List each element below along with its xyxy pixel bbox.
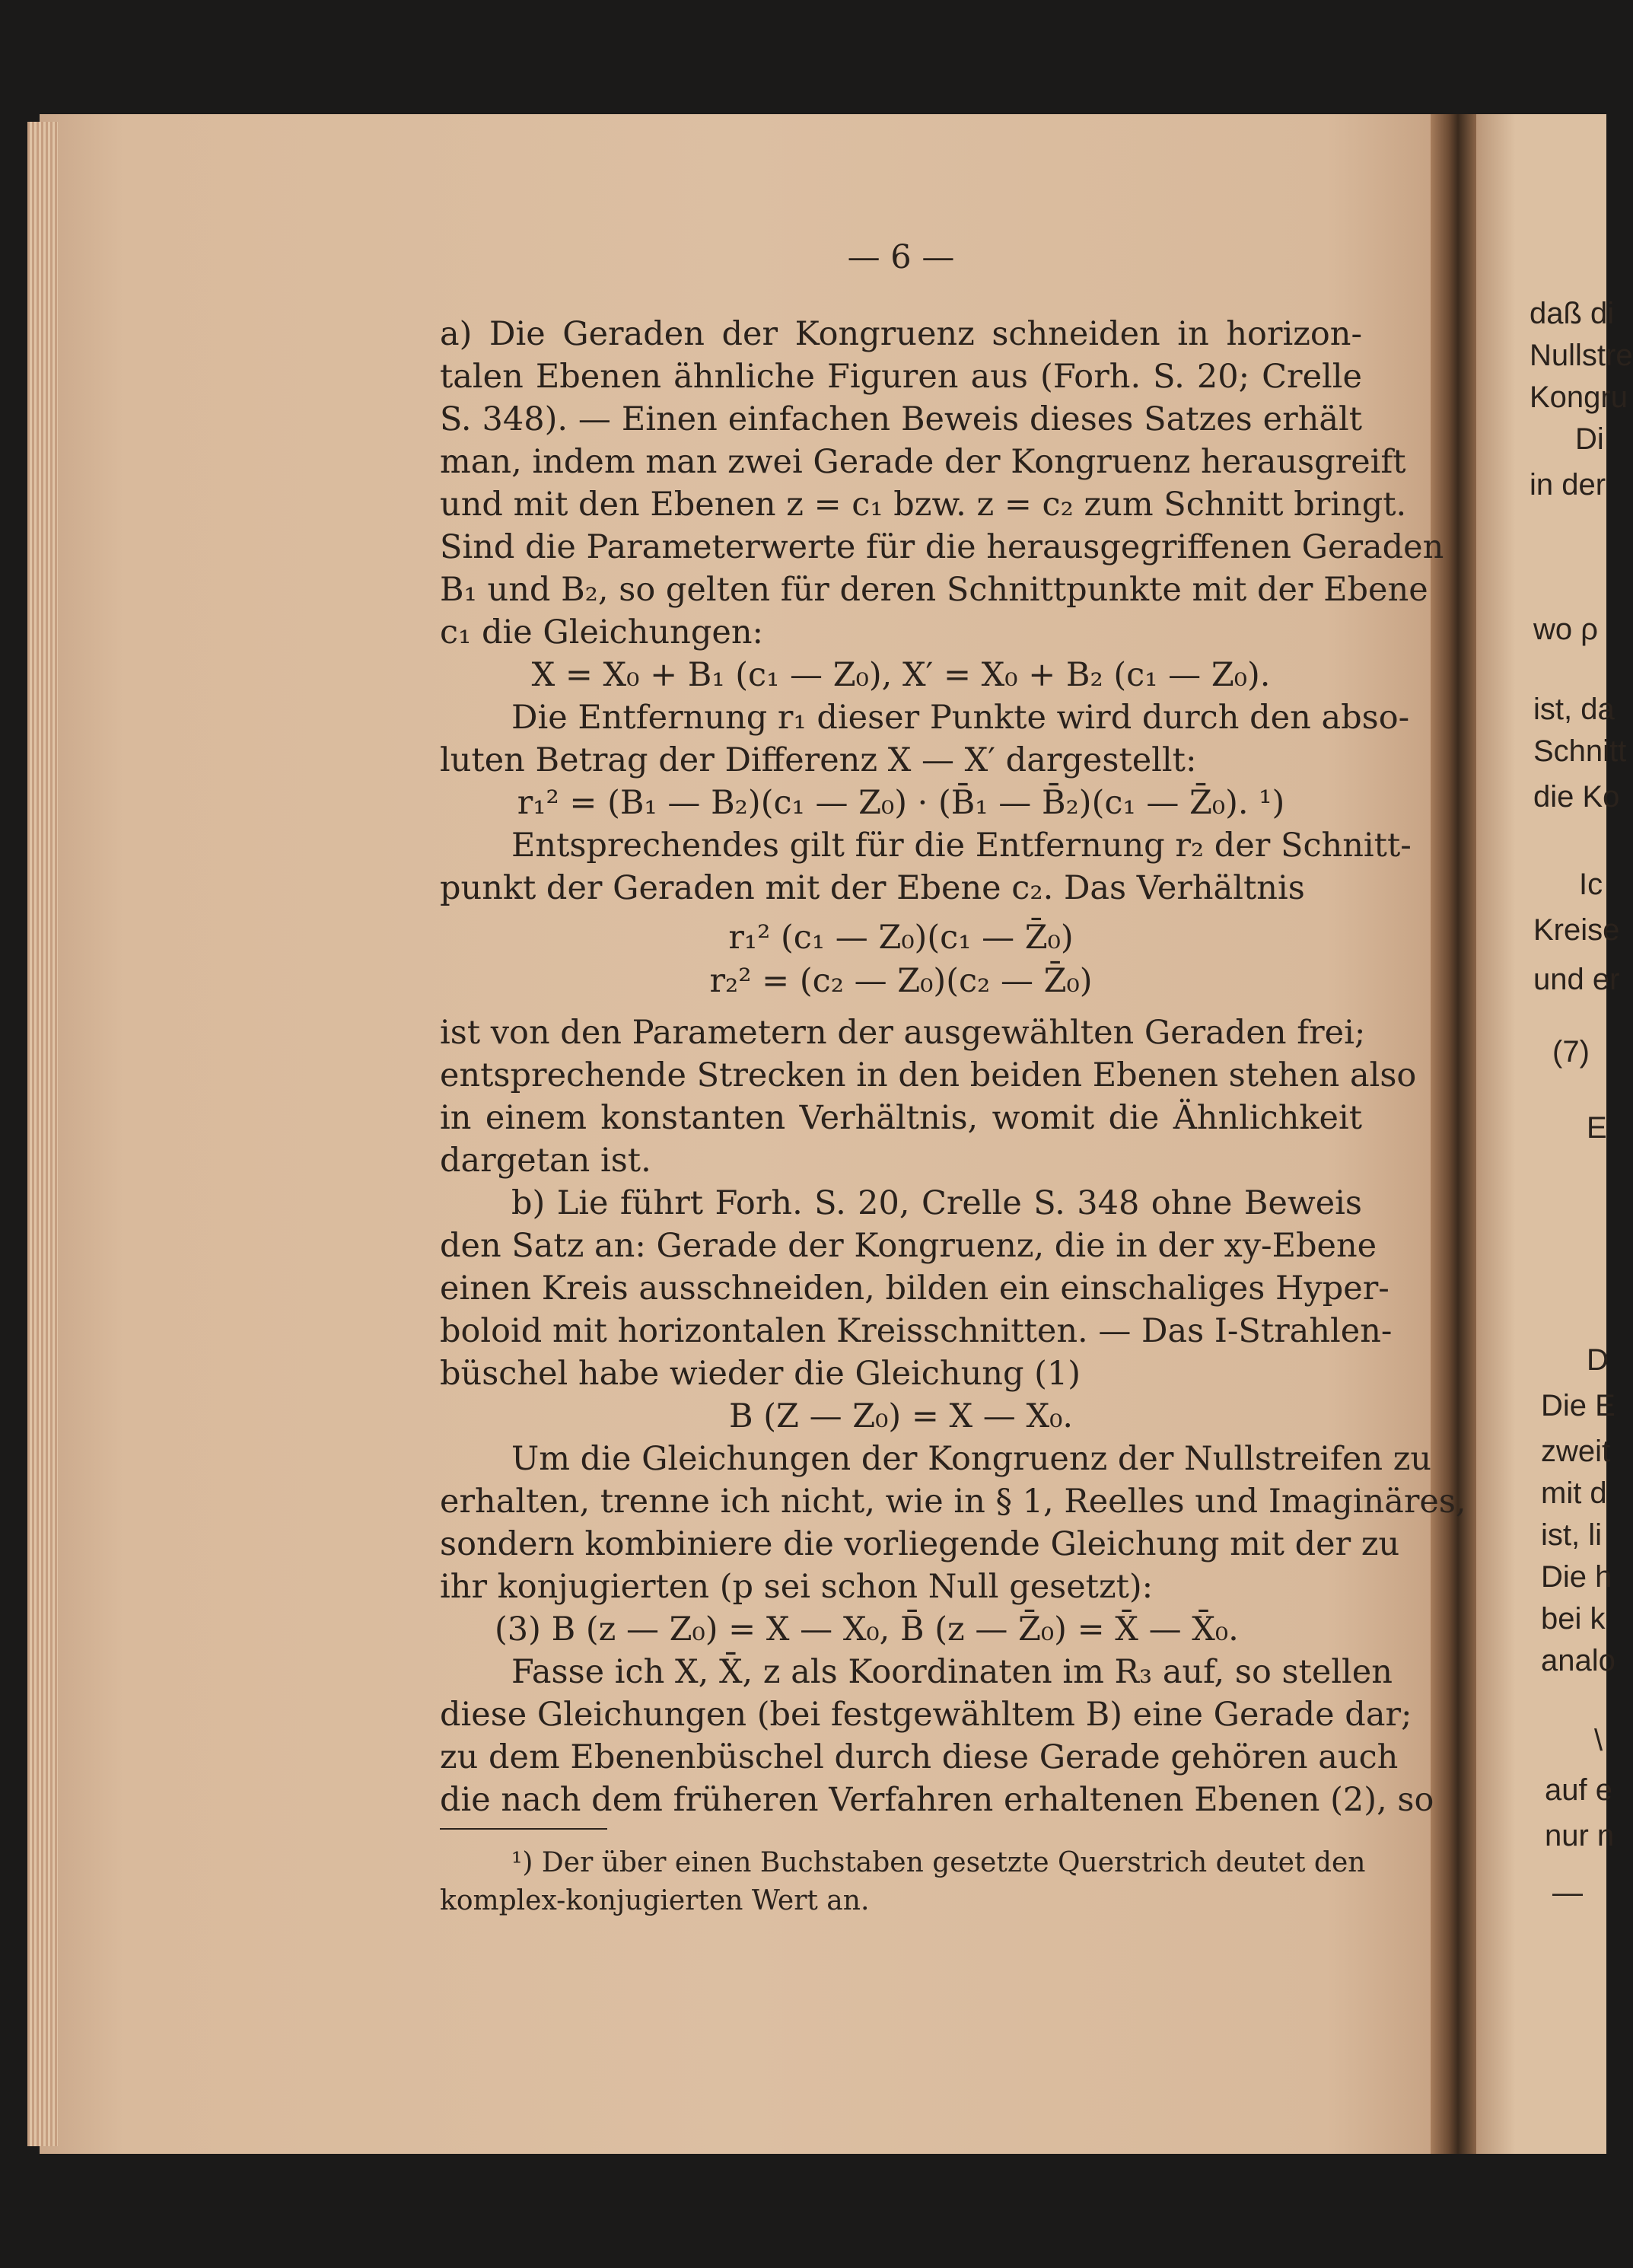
- equation-3: (3) B (z — Z₀) = X — X₀, B̄ (z — Z̄₀) = X̄ — X̄₀.: [495, 1610, 1239, 1648]
- facing-fragment: ist, li: [1541, 1518, 1602, 1552]
- text-line: Die Entfernung r₁ dieser Punkte wird durch den abso-: [511, 699, 1410, 737]
- text-line: Fasse ich X, X̄, z als Koordinaten im R₃ auf, so stellen: [511, 1653, 1393, 1691]
- equation: X = X₀ + B₁ (c₁ — Z₀), X′ = X₀ + B₂ (c₁ — Z₀).: [531, 656, 1271, 694]
- facing-fragment: Die E: [1541, 1389, 1615, 1422]
- footnote-rule: [440, 1828, 607, 1830]
- text-line: b) Lie führt Forh. S. 20, Crelle S. 348 ohne Beweis: [511, 1184, 1362, 1222]
- facing-fragment: Schnitt: [1533, 734, 1627, 768]
- facing-fragment: die Ko: [1533, 780, 1620, 814]
- text-line: dargetan ist.: [440, 1142, 651, 1180]
- footnote-line: komplex-konjugierten Wert an.: [440, 1885, 870, 1916]
- text-line: S. 348). — Einen einfachen Beweis dieses Satzes erhält: [440, 400, 1362, 438]
- text-line: erhalten, trenne ich nicht, wie in § 1, Reelles und Imaginäres,: [440, 1483, 1466, 1521]
- text-line: c₁ die Gleichungen:: [440, 613, 764, 651]
- facing-fragment: auf e: [1545, 1773, 1612, 1807]
- facing-fragment: D: [1587, 1343, 1609, 1377]
- equation: r₁² = (B₁ — B₂)(c₁ — Z₀) · (B̄₁ — B̄₂)(c₁ — Z̄₀). ¹): [517, 784, 1285, 822]
- text-line: Entsprechendes gilt für die Entfernung r₂ der Schnitt-: [511, 827, 1412, 865]
- facing-fragment: Kreise: [1533, 913, 1620, 947]
- facing-fragment: ist, da: [1533, 693, 1615, 726]
- text-line: ihr konjugierten (p sei schon Null gesetzt):: [440, 1568, 1154, 1606]
- text-line: entsprechende Strecken in den beiden Ebenen stehen also: [440, 1056, 1417, 1094]
- facing-fragment: (7): [1552, 1035, 1590, 1069]
- text-line: Sind die Parameterwerte für die herausgegriffenen Geraden: [440, 528, 1444, 566]
- text-line: den Satz an: Gerade der Kongruenz, die in der xy-Ebene: [440, 1227, 1377, 1265]
- text-line: talen Ebenen ähnliche Figuren aus (Forh. S. 20; Crelle: [440, 358, 1362, 396]
- facing-fragment: nur n: [1545, 1819, 1615, 1852]
- facing-fragment: Ic: [1579, 868, 1603, 901]
- facing-fragment: —: [1552, 1876, 1583, 1910]
- facing-fragment: und er: [1533, 963, 1620, 996]
- text-line: man, indem man zwei Gerade der Kongruenz herausgreift: [440, 443, 1406, 481]
- facing-fragment: \: [1594, 1724, 1603, 1757]
- equation: B (Z — Z₀) = X — X₀.: [729, 1397, 1073, 1435]
- facing-fragment: Di: [1575, 422, 1604, 456]
- page-number: — 6 —: [847, 238, 955, 276]
- facing-fragment: Kongru: [1530, 381, 1628, 414]
- facing-fragment: Die h: [1541, 1560, 1612, 1594]
- facing-fragment: in der: [1530, 468, 1606, 502]
- text-line: in einem konstanten Verhältnis, womit die Ähnlichkeit: [440, 1099, 1362, 1137]
- facing-fragment: bei k: [1541, 1602, 1606, 1636]
- footnote-line: ¹) Der über einen Buchstaben gesetzte Querstrich deutet den: [511, 1847, 1366, 1878]
- equation-numerator: r₁² (c₁ — Z₀)(c₁ — Z̄₀): [728, 919, 1074, 957]
- text-line: ist von den Parametern der ausgewählten Geraden frei;: [440, 1014, 1366, 1052]
- text-line: diese Gleichungen (bei festgewähltem B) eine Gerade dar;: [440, 1696, 1412, 1734]
- text-line: Um die Gleichungen der Kongruenz der Nullstreifen zu: [511, 1440, 1432, 1478]
- facing-fragment: E: [1587, 1111, 1607, 1145]
- facing-fragment: mit d: [1541, 1476, 1607, 1510]
- facing-fragment: analo: [1541, 1644, 1615, 1677]
- text-line: sondern kombiniere die vorliegende Gleichung mit der zu: [440, 1525, 1400, 1563]
- text-line: die nach dem früheren Verfahren erhaltenen Ebenen (2), so: [440, 1781, 1434, 1819]
- text-line: luten Betrag der Differenz X — X′ dargestellt:: [440, 741, 1197, 779]
- text-line: punkt der Geraden mit der Ebene c₂. Das Verhältnis: [440, 869, 1305, 907]
- text-line: a) Die Geraden der Kongruenz schneiden in horizon-: [440, 315, 1362, 353]
- text-line: und mit den Ebenen z = c₁ bzw. z = c₂ zum Schnitt bringt.: [440, 486, 1407, 524]
- text-line: zu dem Ebenenbüschel durch diese Gerade gehören auch: [440, 1738, 1399, 1776]
- facing-fragment: Nullstre: [1530, 339, 1633, 372]
- text-line: boloid mit horizontalen Kreisschnitten. — Das I-Strahlen-: [440, 1312, 1393, 1350]
- text-line: B₁ und B₂, so gelten für deren Schnittpunkte mit der Ebene: [440, 571, 1428, 609]
- facing-fragment: wo ρ: [1533, 613, 1598, 646]
- text-line: einen Kreis ausschneiden, bilden ein einschaliges Hyper-: [440, 1269, 1389, 1308]
- equation-denominator: r₂² = (c₂ — Z₀)(c₂ — Z̄₀): [709, 962, 1093, 1000]
- facing-fragment: daß di: [1530, 297, 1615, 330]
- text-line: büschel habe wieder die Gleichung (1): [440, 1355, 1081, 1393]
- facing-fragment: zweit: [1541, 1435, 1611, 1468]
